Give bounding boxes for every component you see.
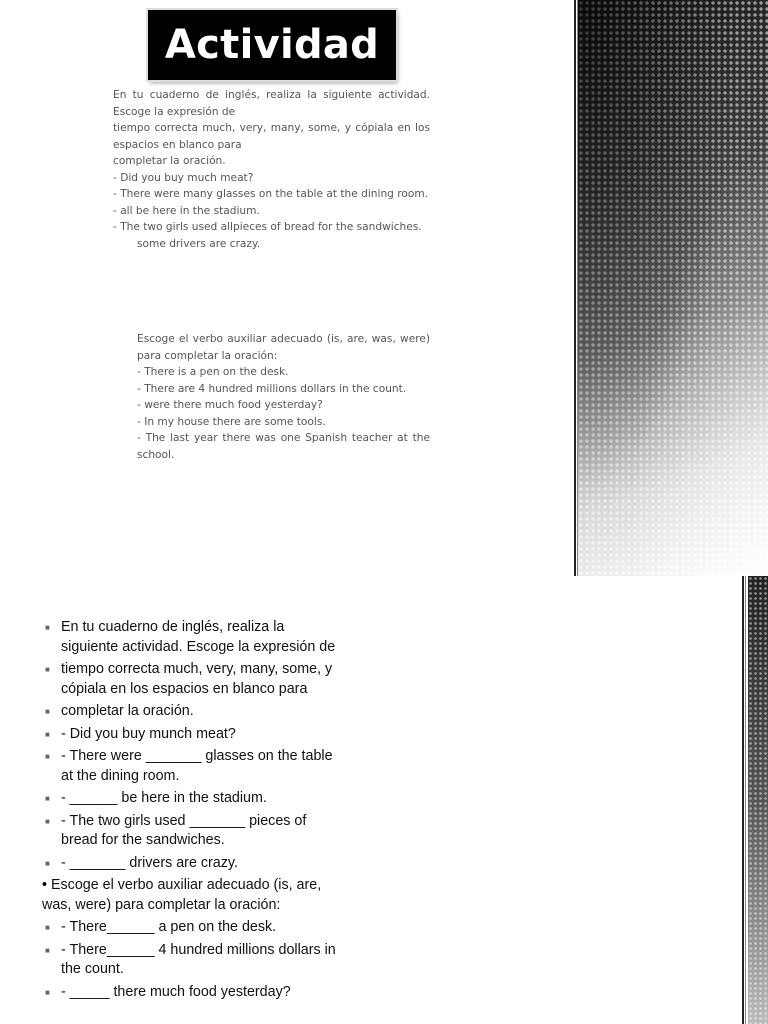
square-bullet-icon: ■ (45, 816, 50, 826)
bullet-dot-icon: • (42, 877, 48, 893)
square-bullet-icon: ■ (45, 729, 50, 739)
list-item-text: - There______ a pen on the desk. (61, 919, 277, 935)
bullet-icon (113, 414, 137, 431)
square-bullet-icon: ■ (45, 987, 50, 997)
slide1-section-2 (113, 331, 430, 463)
bullet-icon (113, 236, 137, 253)
list-item (45, 854, 345, 874)
instruction-line (42, 876, 345, 915)
square-bullet-icon: ■ (45, 752, 50, 761)
intro-line: - There were many glasses on the table at the dining room. (113, 188, 429, 200)
list-item-text: - ______ be here in the stadium. (61, 790, 267, 806)
list-item (113, 331, 430, 364)
list-item (113, 236, 430, 253)
list-item (45, 789, 345, 809)
bullet-icon (113, 381, 137, 398)
square-bullet-icon: ■ (45, 623, 50, 632)
list-item-text: - The last year there was one Spanish teacher at the school. (137, 432, 430, 461)
list-item-text: - were there much food yesterday? (137, 399, 323, 411)
intro-line: En tu cuaderno de inglés, realiza la siguiente actividad. Escoge la expresión de (113, 89, 430, 118)
square-bullet-icon: ■ (45, 945, 50, 955)
bullet-icon (113, 331, 137, 364)
divider (742, 576, 744, 1024)
title-box (148, 10, 396, 80)
list-item (113, 414, 430, 431)
square-bullet-icon: ■ (45, 707, 50, 716)
instruction-text: Escoge el verbo auxiliar adecuado (is, are, was, were) para completar la oración: (42, 877, 322, 913)
intro-line: tiempo correcta much, very, many, some, y cópiala en los espacios en blanco para (113, 122, 430, 151)
list-item-text: - The two girls used _______ pieces of bread for the sandwiches. (61, 812, 307, 848)
slide2-body (42, 618, 345, 1005)
list-item (45, 618, 345, 657)
divider (574, 0, 576, 576)
list-item (45, 812, 345, 851)
list-item (113, 381, 430, 398)
list-item (45, 725, 345, 745)
list-item-text: - _____ there much food yesterday? (61, 983, 291, 1000)
list-item-text: - In my house there are some tools. (137, 415, 326, 428)
list-item (45, 941, 345, 980)
intro-line: - all be here in the stadium. (113, 204, 260, 217)
square-bullet-icon: ■ (45, 794, 50, 803)
square-bullet-icon: ■ (45, 858, 50, 868)
decorative-panel (578, 0, 768, 576)
list-item (45, 918, 345, 938)
list-item (113, 397, 430, 414)
list-item-text: tiempo correcta much, very, many, some, y cópiala en los espacios en blanco para (61, 661, 333, 697)
list-item (45, 747, 345, 786)
list-item-text: - There are 4 hundred millions dollars in the count. (137, 382, 407, 395)
list-item-text: - There were _______ glasses on the table at the dining room. (61, 748, 333, 784)
bullet-icon (113, 397, 137, 414)
list-item-text: - Did you buy munch meat? (61, 725, 236, 742)
list-item (45, 702, 345, 722)
square-bullet-icon: ■ (45, 923, 50, 932)
list-item (113, 364, 430, 381)
bullet-icon (113, 430, 137, 463)
list-item-text: some drivers are crazy. (137, 237, 261, 250)
intro-line: completar la oración. (113, 155, 226, 167)
intro-line: - Did you buy much meat? (113, 171, 254, 184)
list-item (113, 430, 430, 463)
divider (745, 576, 746, 1024)
list-item-text: completar la oración. (61, 703, 194, 719)
list-item-text: - _______ drivers are crazy. (61, 854, 238, 871)
list-item-text: - There is a pen on the desk. (137, 366, 289, 378)
slide-title: Actividad (164, 22, 380, 68)
decorative-panel (748, 576, 768, 1024)
square-bullet-icon: ■ (45, 665, 50, 674)
decorative-panel-shade (578, 0, 768, 576)
list-item-text: - There______ 4 hundred millions dollars in the count. (61, 941, 336, 977)
list-item-text: Escoge el verbo auxiliar adecuado (is, are, was, were) para completar la oración: (137, 333, 430, 362)
list-item-text: En tu cuaderno de inglés, realiza la siguiente actividad. Escoge la expresión de (61, 619, 336, 655)
list-item (45, 983, 345, 1003)
intro-line: - The two girls used allpieces of bread for the sandwiches. (113, 221, 422, 233)
bullet-icon (113, 364, 137, 381)
list-item (45, 660, 345, 699)
slide1-intro (113, 87, 430, 252)
slide-2 (0, 576, 768, 1024)
